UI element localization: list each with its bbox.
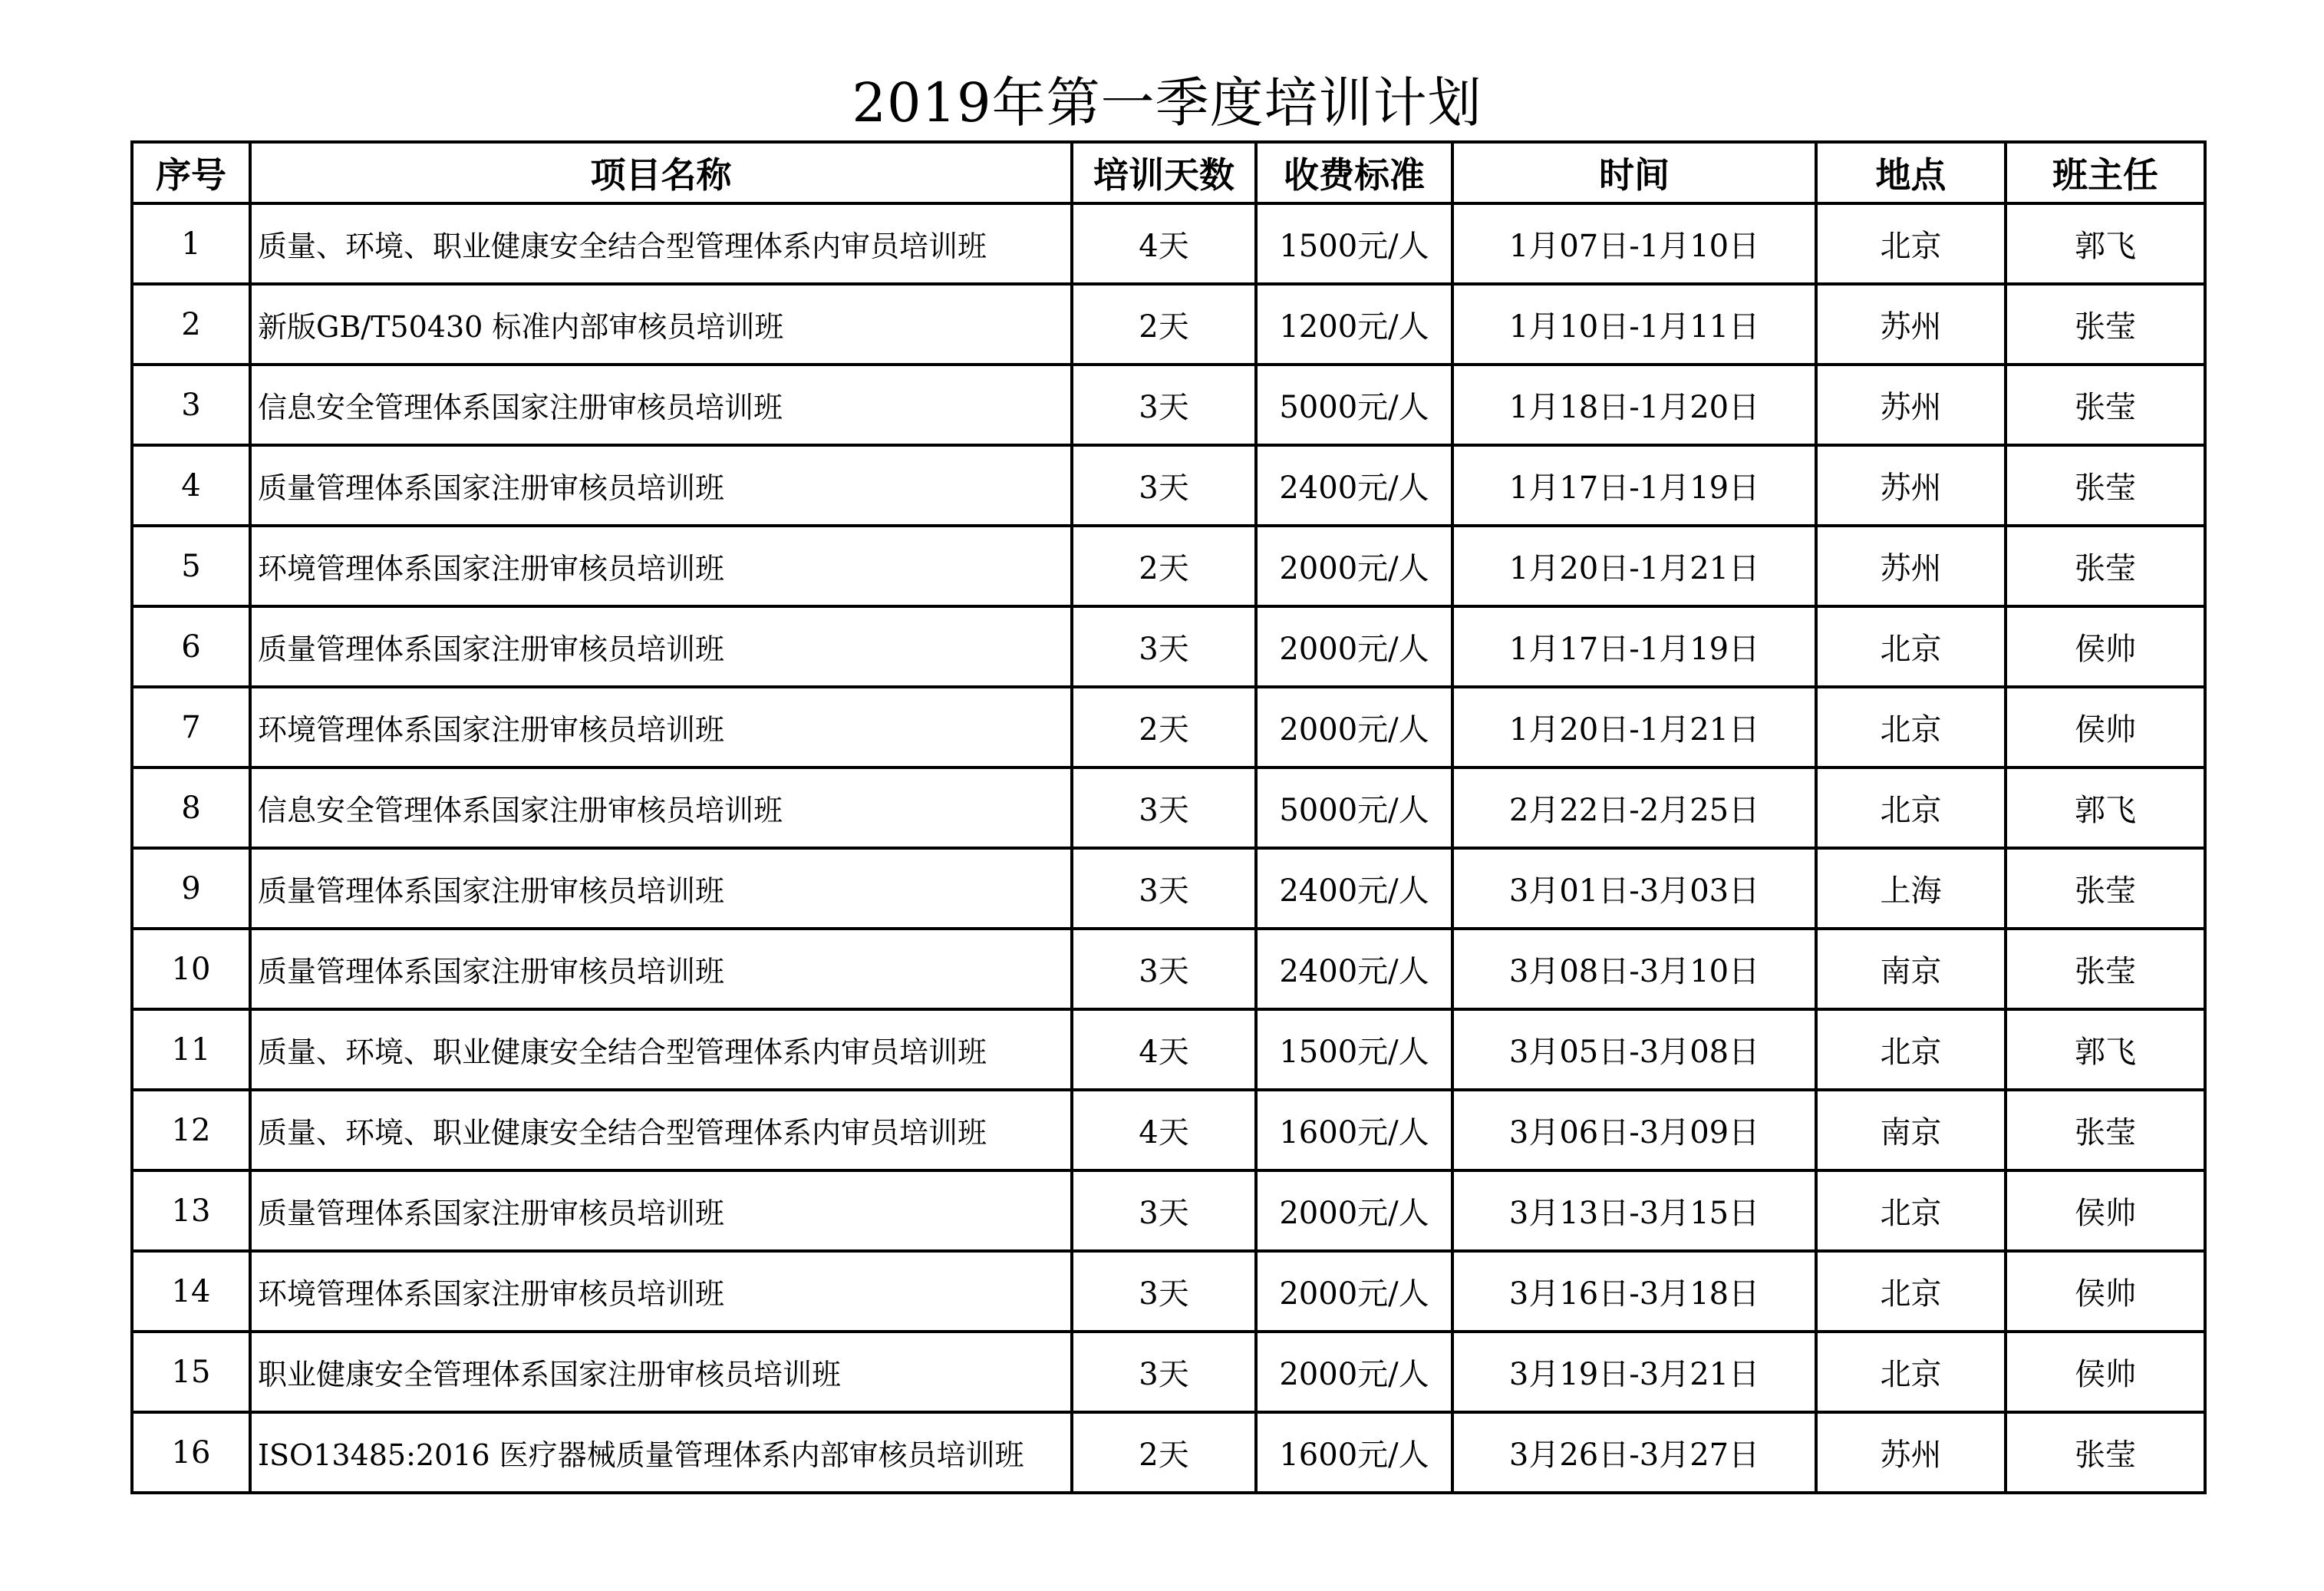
- cell-time: 3月13日-3月15日: [1452, 1170, 1816, 1251]
- table-row: [132, 203, 2205, 284]
- cell-time: 1月20日-1月21日: [1452, 526, 1816, 606]
- cell-fee: 2000元/人: [1256, 1170, 1452, 1251]
- cell-location: 北京: [1816, 1332, 2006, 1412]
- cell-time: 1月17日-1月19日: [1452, 606, 1816, 687]
- cell-index: 10: [132, 929, 250, 1009]
- cell-days: 3天: [1072, 445, 1256, 526]
- cell-days: 2天: [1072, 526, 1256, 606]
- cell-teacher: 张莹: [2006, 526, 2205, 606]
- cell-index: 3: [132, 365, 250, 445]
- header-time: 时间: [1452, 142, 1816, 203]
- cell-time: 1月18日-1月20日: [1452, 365, 1816, 445]
- cell-name: 质量管理体系国家注册审核员培训班: [250, 929, 1072, 1009]
- cell-teacher: 郭飞: [2006, 203, 2205, 284]
- cell-fee: 2400元/人: [1256, 848, 1452, 929]
- cell-teacher: 郭飞: [2006, 767, 2205, 848]
- cell-index: 8: [132, 767, 250, 848]
- cell-name: 质量管理体系国家注册审核员培训班: [250, 606, 1072, 687]
- cell-location: 南京: [1816, 1090, 2006, 1170]
- cell-fee: 2400元/人: [1256, 445, 1452, 526]
- cell-location: 北京: [1816, 1251, 2006, 1332]
- table-row: [132, 1009, 2205, 1090]
- table-row: [132, 526, 2205, 606]
- cell-teacher: 侯帅: [2006, 687, 2205, 767]
- table-body: [132, 203, 2205, 1493]
- cell-fee: 2000元/人: [1256, 606, 1452, 687]
- cell-index: 12: [132, 1090, 250, 1170]
- cell-fee: 2000元/人: [1256, 1251, 1452, 1332]
- cell-days: 3天: [1072, 1332, 1256, 1412]
- cell-fee: 1200元/人: [1256, 284, 1452, 365]
- cell-index: 15: [132, 1332, 250, 1412]
- cell-location: 北京: [1816, 203, 2006, 284]
- cell-time: 3月19日-3月21日: [1452, 1332, 1816, 1412]
- cell-time: 1月07日-1月10日: [1452, 203, 1816, 284]
- cell-time: 3月16日-3月18日: [1452, 1251, 1816, 1332]
- cell-name: 质量、环境、职业健康安全结合型管理体系内审员培训班: [250, 1090, 1072, 1170]
- cell-location: 苏州: [1816, 1412, 2006, 1493]
- cell-name: 质量管理体系国家注册审核员培训班: [250, 1170, 1072, 1251]
- cell-index: 11: [132, 1009, 250, 1090]
- table-row: [132, 1251, 2205, 1332]
- cell-index: 16: [132, 1412, 250, 1493]
- cell-time: 3月01日-3月03日: [1452, 848, 1816, 929]
- cell-teacher: 张莹: [2006, 929, 2205, 1009]
- cell-days: 3天: [1072, 929, 1256, 1009]
- cell-index: 14: [132, 1251, 250, 1332]
- cell-teacher: 张莹: [2006, 284, 2205, 365]
- header-days: 培训天数: [1072, 142, 1256, 203]
- cell-location: 南京: [1816, 929, 2006, 1009]
- cell-name: 新版GB/T50430 标准内部审核员培训班: [250, 284, 1072, 365]
- cell-teacher: 张莹: [2006, 1412, 2205, 1493]
- cell-name: 质量、环境、职业健康安全结合型管理体系内审员培训班: [250, 203, 1072, 284]
- cell-teacher: 侯帅: [2006, 1251, 2205, 1332]
- cell-time: 1月17日-1月19日: [1452, 445, 1816, 526]
- cell-name: 环境管理体系国家注册审核员培训班: [250, 687, 1072, 767]
- cell-teacher: 张莹: [2006, 445, 2205, 526]
- header-fee: 收费标准: [1256, 142, 1452, 203]
- table-row: [132, 1170, 2205, 1251]
- cell-location: 苏州: [1816, 365, 2006, 445]
- cell-time: 3月26日-3月27日: [1452, 1412, 1816, 1493]
- cell-teacher: 张莹: [2006, 848, 2205, 929]
- header-index: 序号: [132, 142, 250, 203]
- table-row: [132, 1332, 2205, 1412]
- cell-days: 3天: [1072, 1251, 1256, 1332]
- cell-days: 4天: [1072, 1009, 1256, 1090]
- training-plan-table: [130, 140, 2207, 1494]
- cell-name: 环境管理体系国家注册审核员培训班: [250, 1251, 1072, 1332]
- cell-days: 4天: [1072, 203, 1256, 284]
- cell-name: ISO13485:2016 医疗器械质量管理体系内部审核员培训班: [250, 1412, 1072, 1493]
- cell-location: 北京: [1816, 767, 2006, 848]
- cell-index: 13: [132, 1170, 250, 1251]
- cell-index: 4: [132, 445, 250, 526]
- page-title: 2019年第一季度培训计划: [852, 71, 1482, 134]
- cell-index: 5: [132, 526, 250, 606]
- cell-fee: 1500元/人: [1256, 1009, 1452, 1090]
- table-row: [132, 687, 2205, 767]
- cell-index: 9: [132, 848, 250, 929]
- cell-days: 2天: [1072, 687, 1256, 767]
- cell-fee: 1500元/人: [1256, 203, 1452, 284]
- cell-days: 3天: [1072, 606, 1256, 687]
- cell-location: 苏州: [1816, 445, 2006, 526]
- table-row: [132, 767, 2205, 848]
- table-row: [132, 929, 2205, 1009]
- cell-name: 质量、环境、职业健康安全结合型管理体系内审员培训班: [250, 1009, 1072, 1090]
- cell-fee: 2400元/人: [1256, 929, 1452, 1009]
- table-row: [132, 606, 2205, 687]
- cell-fee: 2000元/人: [1256, 687, 1452, 767]
- cell-name: 信息安全管理体系国家注册审核员培训班: [250, 767, 1072, 848]
- cell-location: 北京: [1816, 1009, 2006, 1090]
- cell-teacher: 侯帅: [2006, 606, 2205, 687]
- cell-time: 2月22日-2月25日: [1452, 767, 1816, 848]
- cell-name: 环境管理体系国家注册审核员培训班: [250, 526, 1072, 606]
- cell-days: 2天: [1072, 284, 1256, 365]
- cell-location: 北京: [1816, 687, 2006, 767]
- table-row: [132, 365, 2205, 445]
- table-row: [132, 1090, 2205, 1170]
- cell-name: 质量管理体系国家注册审核员培训班: [250, 445, 1072, 526]
- cell-fee: 2000元/人: [1256, 1332, 1452, 1412]
- header-location: 地点: [1816, 142, 2006, 203]
- cell-name: 职业健康安全管理体系国家注册审核员培训班: [250, 1332, 1072, 1412]
- table-row: [132, 1412, 2205, 1493]
- cell-teacher: 侯帅: [2006, 1332, 2205, 1412]
- cell-days: 3天: [1072, 848, 1256, 929]
- cell-location: 北京: [1816, 606, 2006, 687]
- header-teacher: 班主任: [2006, 142, 2205, 203]
- cell-teacher: 张莹: [2006, 1090, 2205, 1170]
- cell-location: 苏州: [1816, 526, 2006, 606]
- cell-location: 北京: [1816, 1170, 2006, 1251]
- cell-fee: 2000元/人: [1256, 526, 1452, 606]
- cell-fee: 1600元/人: [1256, 1090, 1452, 1170]
- cell-days: 3天: [1072, 1170, 1256, 1251]
- cell-teacher: 张莹: [2006, 365, 2205, 445]
- cell-index: 6: [132, 606, 250, 687]
- cell-time: 1月20日-1月21日: [1452, 687, 1816, 767]
- cell-time: 3月08日-3月10日: [1452, 929, 1816, 1009]
- cell-location: 上海: [1816, 848, 2006, 929]
- cell-index: 7: [132, 687, 250, 767]
- cell-fee: 5000元/人: [1256, 365, 1452, 445]
- cell-days: 4天: [1072, 1090, 1256, 1170]
- cell-days: 3天: [1072, 365, 1256, 445]
- table-row: [132, 284, 2205, 365]
- cell-time: 3月06日-3月09日: [1452, 1090, 1816, 1170]
- cell-days: 3天: [1072, 767, 1256, 848]
- cell-location: 苏州: [1816, 284, 2006, 365]
- cell-time: 3月05日-3月08日: [1452, 1009, 1816, 1090]
- cell-name: 质量管理体系国家注册审核员培训班: [250, 848, 1072, 929]
- cell-index: 2: [132, 284, 250, 365]
- table-row: [132, 445, 2205, 526]
- cell-name: 信息安全管理体系国家注册审核员培训班: [250, 365, 1072, 445]
- cell-index: 1: [132, 203, 250, 284]
- cell-time: 1月10日-1月11日: [1452, 284, 1816, 365]
- header-name: 项目名称: [250, 142, 1072, 203]
- cell-days: 2天: [1072, 1412, 1256, 1493]
- table-header-row: [132, 142, 2205, 203]
- cell-teacher: 郭飞: [2006, 1009, 2205, 1090]
- cell-fee: 1600元/人: [1256, 1412, 1452, 1493]
- table-row: [132, 848, 2205, 929]
- cell-fee: 5000元/人: [1256, 767, 1452, 848]
- cell-teacher: 侯帅: [2006, 1170, 2205, 1251]
